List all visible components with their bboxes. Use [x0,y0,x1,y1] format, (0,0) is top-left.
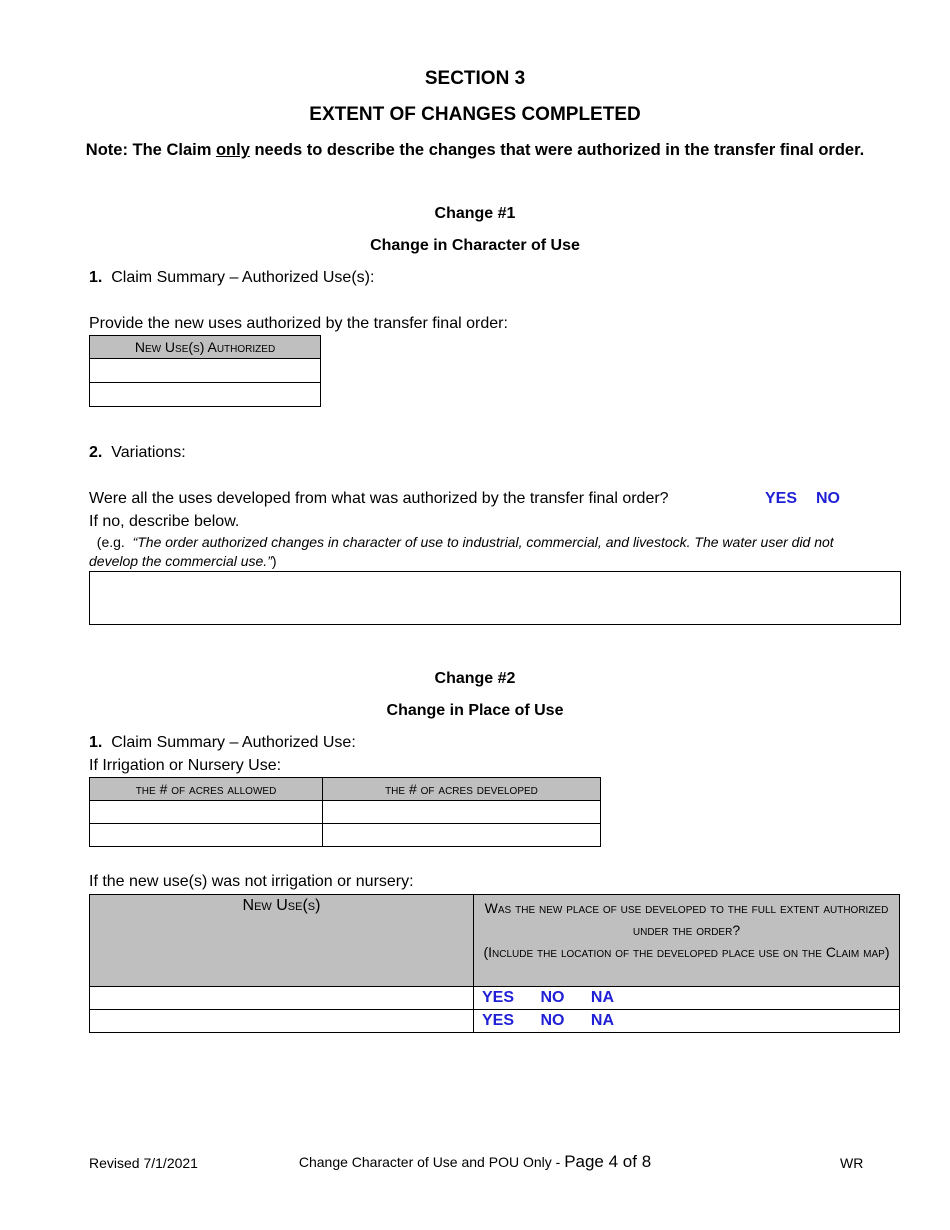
developed-options [474,987,900,1010]
acres-developed-cell[interactable] [323,824,601,847]
variation-no-option[interactable]: NO [816,490,840,507]
change2-heading: Change #2 [434,670,516,687]
change1-heading: Change #1 [434,205,516,222]
new-use-cell[interactable] [90,987,474,1010]
acres-developed-header: the # of acres developed [323,778,601,801]
footer-title: Change Character of Use and POU Only - Page 4 of 8 [298,1152,652,1171]
developed-na-option[interactable]: NA [590,989,615,1006]
change1-instruction: Provide the new uses authorized by the transfer final order: [89,315,508,332]
section-note: Note: The Claim only needs to describe the changes that were authorized in the transfer final order. [85,141,865,159]
non-irrigation-label: If the new use(s) was not irrigation or nursery: [89,873,414,890]
developed-header: Was the new place of use developed to the full extent authorized under the order? (Include the location of the developed place use on the Claim map) [474,895,900,987]
new-uses-table [89,335,321,407]
if-no-instruction: If no, describe below. [89,513,240,530]
developed-no-option[interactable]: NO [540,989,565,1006]
acres-allowed-cell[interactable] [90,824,323,847]
new-use-cell[interactable] [90,1010,474,1033]
acres-allowed-header: the # of acres allowed [90,778,323,801]
section-title: EXTENT OF CHANGES COMPLETED [309,104,641,125]
new-uses-cell[interactable] [90,359,321,383]
variation-question: Were all the uses developed from what was authorized by the transfer final order? [89,490,669,507]
developed-yes-option[interactable]: YES [482,1012,515,1029]
variation-yes-option[interactable]: YES [765,490,798,507]
footer-code: WR [840,1155,864,1171]
change1-item1: 1. Claim Summary – Authorized Use(s): [89,269,375,286]
developed-no-option[interactable]: NO [540,1012,565,1029]
new-use-header: New Use(s) [90,895,474,987]
acres-table [89,777,601,847]
change2-item1: 1. Claim Summary – Authorized Use: [89,734,356,751]
variation-example: (e.g. “The order authorized changes in character of use to industrial, commercial, and livestock. The water user did not develop the commercial use.”) [89,534,834,569]
variation-description-box[interactable] [89,571,901,625]
footer-revised: Revised 7/1/2021 [89,1155,198,1171]
acres-developed-cell[interactable] [323,801,601,824]
irrigation-label: If Irrigation or Nursery Use: [89,757,282,774]
acres-allowed-cell[interactable] [90,801,323,824]
change2-subheading: Change in Place of Use [386,702,564,719]
developed-options [474,1010,900,1033]
developed-na-option[interactable]: NA [590,1012,615,1029]
change1-subheading: Change in Character of Use [370,237,580,254]
new-uses-cell[interactable] [90,383,321,407]
change1-item2: 2. Variations: [89,444,186,461]
page-number: Page 4 of 8 [564,1152,652,1171]
developed-yes-option[interactable]: YES [482,989,515,1006]
section-number: SECTION 3 [424,68,526,89]
new-use-table [89,894,900,1033]
new-uses-header: New Use(s) Authorized [90,336,321,359]
